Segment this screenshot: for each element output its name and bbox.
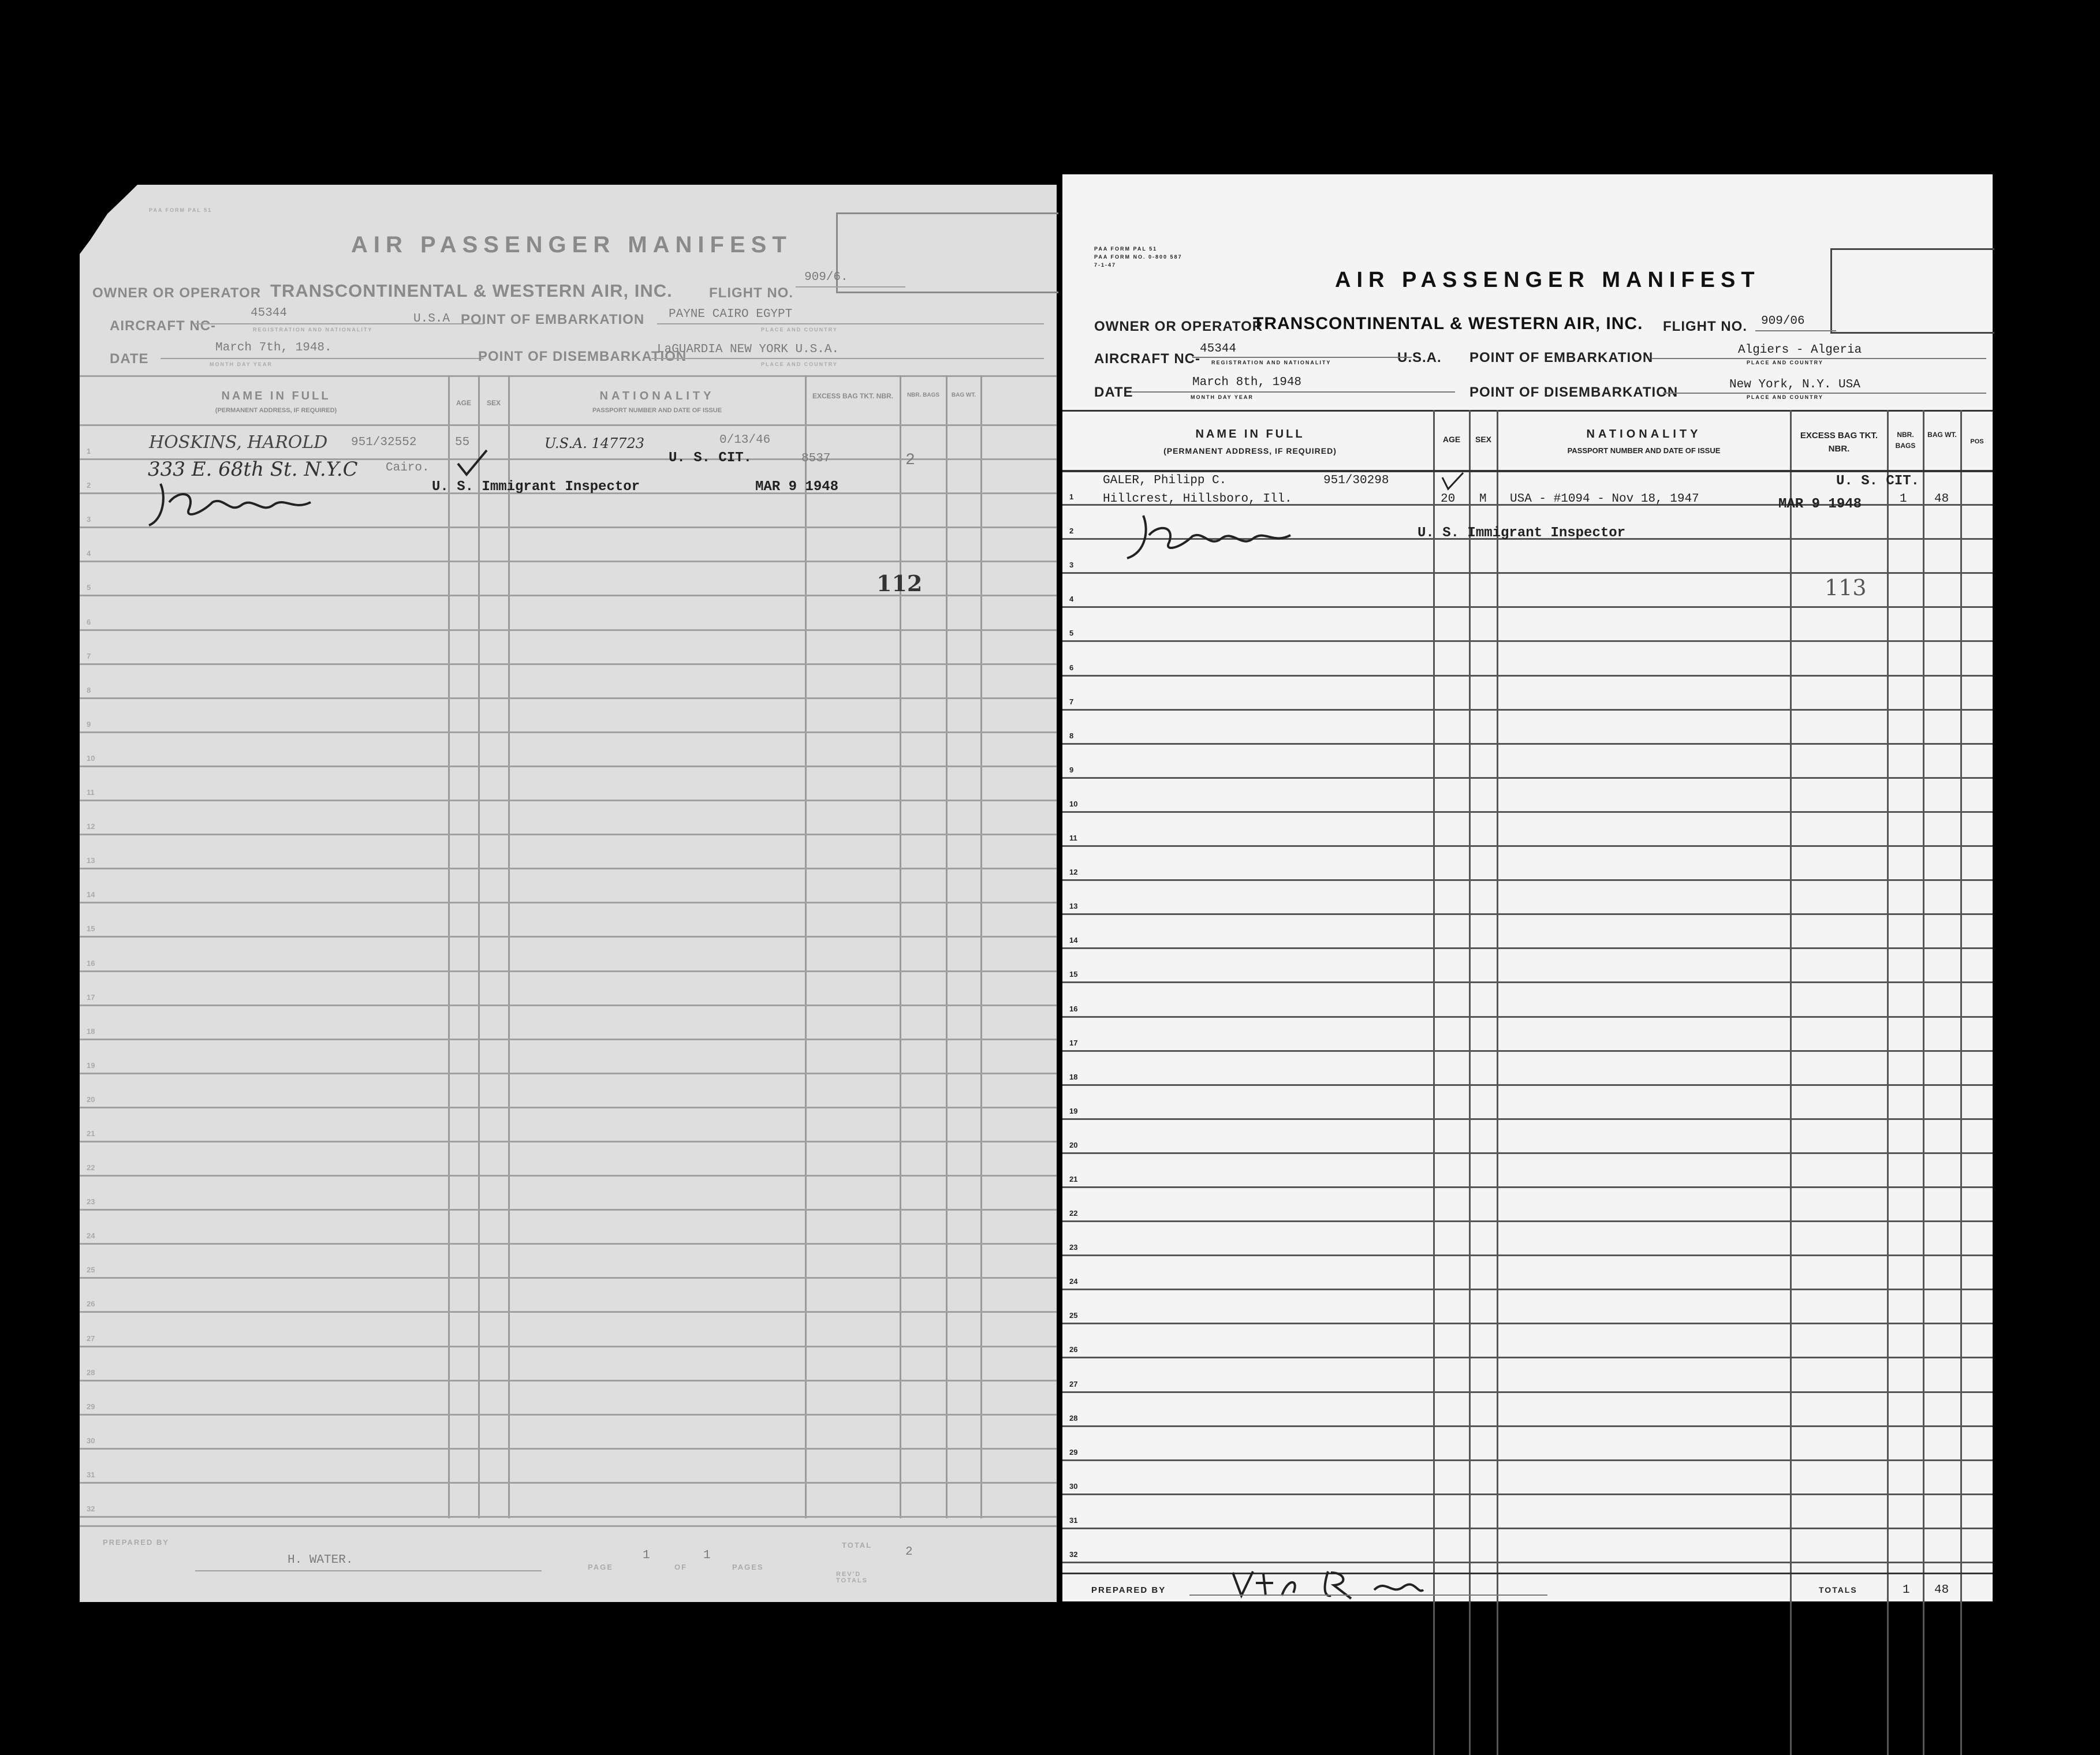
row-number: 30 <box>1069 1481 1078 1491</box>
form-id: PAA FORM PAL 51 <box>1094 246 1158 252</box>
header-name: NAME IN FULL <box>1195 428 1305 440</box>
embarkation-caption: PLACE AND COUNTRY <box>1747 360 1823 365</box>
disembarkation-caption: PLACE AND COUNTRY <box>761 361 838 367</box>
passenger-excess: 8537 <box>801 452 831 465</box>
disembarkation-label: POINT OF DISEMBARKATION <box>478 349 687 364</box>
header-nationality: NATIONALITY <box>599 390 715 402</box>
row-number: 13 <box>87 856 95 865</box>
inspector-stamp: U. S. Immigrant Inspector <box>432 479 640 495</box>
row-number: 11 <box>1069 834 1077 843</box>
stamp-date: MAR 9 1948 <box>755 479 839 495</box>
row-number: 24 <box>87 1231 95 1241</box>
table-row <box>1062 1120 1993 1154</box>
table-row <box>80 665 1057 699</box>
page-number: 113 <box>1825 575 1867 600</box>
table-row <box>1062 1222 1993 1256</box>
table-row <box>80 972 1057 1006</box>
right-manifest-sheet <box>1062 174 1993 1601</box>
flight-box <box>1830 248 1994 334</box>
embarkation-label: POINT OF EMBARKATION <box>461 312 645 327</box>
table-row <box>80 1074 1057 1108</box>
table-row <box>1062 1461 1993 1495</box>
row-number: 8 <box>1069 731 1074 740</box>
flight-box <box>836 212 1058 293</box>
total-weight: 48 <box>1934 1584 1949 1597</box>
table-row <box>80 733 1057 767</box>
row-number: 15 <box>1069 970 1078 979</box>
operator-name: TRANSCONTINENTAL & WESTERN AIR, INC. <box>1253 314 1643 333</box>
table-row <box>1062 983 1993 1017</box>
row-number: 19 <box>1069 1106 1078 1115</box>
passenger-age: 20 <box>1441 492 1456 506</box>
row-number: 7 <box>1069 697 1074 706</box>
row-number: 16 <box>1069 1004 1078 1013</box>
disembarkation-caption: PLACE AND COUNTRY <box>1747 394 1823 400</box>
row-number: 11 <box>87 788 95 797</box>
total-label: TOTAL <box>842 1541 872 1549</box>
row-number: 14 <box>87 890 95 899</box>
table-row <box>1062 1358 1993 1392</box>
disembarkation-label: POINT OF DISEMBARKATION <box>1469 384 1678 400</box>
passenger-address: 333 E. 68th St. N.Y.C <box>148 458 358 481</box>
aircraft-label: AIRCRAFT NC- <box>110 318 216 334</box>
table-row <box>1062 1393 1993 1427</box>
row-number: 32 <box>1069 1550 1078 1559</box>
row-number: 17 <box>1069 1038 1078 1047</box>
flight-label: FLIGHT NO. <box>709 285 793 301</box>
table-row <box>80 1416 1057 1450</box>
of-label: OF <box>674 1563 688 1571</box>
table-row <box>1062 1086 1993 1120</box>
row-number: 12 <box>1069 868 1078 877</box>
aircraft-number: 45344 <box>251 307 288 320</box>
embarkation-value: Algiers - Algeria <box>1738 343 1862 357</box>
row-number: 32 <box>87 1504 95 1513</box>
total-value: 2 <box>905 1545 913 1559</box>
row-number: 27 <box>1069 1379 1078 1388</box>
passenger-passport: USA - #1094 - Nov 18, 1947 <box>1510 492 1699 506</box>
table-row <box>1062 642 1993 676</box>
row-number: 29 <box>87 1402 95 1411</box>
row-number: 4 <box>1069 595 1074 604</box>
row-number: 15 <box>87 924 95 933</box>
prepared-value: H. WATER. <box>288 1554 353 1567</box>
table-row <box>80 938 1057 972</box>
row-number: 5 <box>87 583 91 592</box>
flight-label: FLIGHT NO. <box>1663 319 1747 334</box>
header-age: AGE <box>1442 435 1461 444</box>
form-date: 7-1-47 <box>1094 262 1117 268</box>
table-row <box>1062 1324 1993 1358</box>
form-number: PAA FORM NO. 0-800 587 <box>1094 254 1183 260</box>
prepared-label: PREPARED BY <box>103 1538 169 1547</box>
embarkation-caption: PLACE AND COUNTRY <box>761 327 838 333</box>
row-number: 13 <box>1069 902 1078 911</box>
header-nbr-bags: NBR. BAGS <box>907 392 940 398</box>
row-number: 2 <box>87 481 91 490</box>
table-row <box>1062 1290 1993 1324</box>
aircraft-nationality: U.S.A <box>413 312 450 326</box>
pages-label: PAGES <box>732 1563 764 1571</box>
citizen-stamp: U. S. CIT. <box>1836 473 1920 489</box>
disembarkation-value: LaGUARDIA NEW YORK U.S.A. <box>657 343 840 356</box>
page-number: 112 <box>876 570 923 596</box>
row-number: 10 <box>87 753 95 763</box>
row-number: 27 <box>87 1334 95 1343</box>
header-pos: POS <box>1970 438 1984 445</box>
owner-label: OWNER OR OPERATOR <box>1094 319 1263 334</box>
row-number: 20 <box>1069 1140 1078 1149</box>
table-row <box>1062 779 1993 813</box>
table-row <box>1062 711 1993 745</box>
of-value: 1 <box>703 1549 711 1562</box>
table-row <box>1062 1529 1993 1563</box>
inspector-signature <box>143 479 316 531</box>
row-number: 12 <box>87 822 95 831</box>
table-row <box>1062 1018 1993 1052</box>
left-manifest-sheet <box>80 185 1057 1602</box>
owner-label: OWNER OR OPERATOR <box>92 285 262 301</box>
aircraft-nationality: U.S.A. <box>1397 350 1442 365</box>
revd-label: REV'D TOTALS <box>836 1571 868 1584</box>
table-row <box>80 1040 1057 1074</box>
table-row <box>80 1006 1057 1040</box>
flight-number: 909/06 <box>1761 315 1805 328</box>
header-nationality: NATIONALITY <box>1586 428 1702 440</box>
row-number: 22 <box>1069 1209 1078 1218</box>
row-number: 9 <box>1069 765 1074 774</box>
table-row <box>1062 949 1993 983</box>
passenger-address-typed: Cairo. <box>386 461 430 475</box>
table-row <box>1062 1427 1993 1461</box>
table-row <box>80 1211 1057 1245</box>
row-number: 23 <box>87 1197 95 1207</box>
table-row <box>1062 881 1993 915</box>
date-value: March 8th, 1948 <box>1192 376 1302 389</box>
row-number: 6 <box>87 617 91 626</box>
row-number: 28 <box>1069 1413 1078 1422</box>
row-number: 23 <box>1069 1243 1078 1252</box>
row-number: 22 <box>87 1163 95 1173</box>
table-row <box>80 631 1057 665</box>
table-row <box>1062 1495 1993 1529</box>
table-row <box>80 1279 1057 1313</box>
row-number: 9 <box>87 719 91 729</box>
row-number: 24 <box>1069 1277 1078 1286</box>
aircraft-number: 45344 <box>1200 342 1237 356</box>
header-name-sub: (PERMANENT ADDRESS, IF REQUIRED) <box>1163 446 1337 455</box>
flight-number: 909/6. <box>804 271 848 284</box>
row-number: 26 <box>1069 1345 1078 1354</box>
row-number: 25 <box>87 1265 95 1275</box>
row-number: 6 <box>1069 663 1074 672</box>
table-row <box>80 1142 1057 1177</box>
passenger-weight: 48 <box>1934 492 1949 506</box>
table-row <box>1062 745 1993 779</box>
row-number: 29 <box>1069 1447 1078 1457</box>
passenger-ticket: 951/32552 <box>351 436 417 449</box>
embarkation-label: POINT OF EMBARKATION <box>1469 350 1654 365</box>
registration-caption: REGISTRATION AND NATIONALITY <box>253 327 373 333</box>
header-nationality-sub: PASSPORT NUMBER AND DATE OF ISSUE <box>592 407 722 414</box>
table-row <box>80 801 1057 835</box>
row-number: 21 <box>1069 1174 1078 1183</box>
table-row <box>80 1347 1057 1381</box>
row-number: 28 <box>87 1368 95 1377</box>
row-number: 3 <box>1069 561 1074 570</box>
header-bag-wt: BAG WT. <box>1927 431 1957 439</box>
table-row <box>80 1381 1057 1416</box>
table-row <box>80 1313 1057 1347</box>
row-number: 14 <box>1069 936 1078 945</box>
passenger-age: 55 <box>455 436 470 449</box>
table-row <box>80 767 1057 801</box>
table-row <box>80 1108 1057 1142</box>
table-row <box>1062 1256 1993 1290</box>
row-number: 10 <box>1069 799 1078 808</box>
row-number: 26 <box>87 1300 95 1309</box>
aircraft-label: AIRCRAFT NC- <box>1094 351 1200 367</box>
row-number: 4 <box>87 549 91 558</box>
row-number: 31 <box>1069 1515 1078 1525</box>
passenger-name: GALER, Philipp C. <box>1103 474 1227 487</box>
date-label: DATE <box>1094 384 1133 400</box>
header-excess: EXCESS BAG TKT. NBR. <box>1800 431 1878 454</box>
inspector-stamp: U. S. Immigrant Inspector <box>1418 525 1626 541</box>
row-number: 1 <box>1069 492 1074 502</box>
passenger-address: Hillcrest, Hillsboro, Ill. <box>1103 492 1292 506</box>
form-id: PAA FORM PAL 51 <box>149 207 212 213</box>
row-number: 5 <box>1069 629 1074 638</box>
disembarkation-value: New York, N.Y. USA <box>1729 378 1860 391</box>
header-sex: SEX <box>1475 435 1491 444</box>
passenger-bags: 2 <box>905 451 915 469</box>
header-age: AGE <box>456 399 471 407</box>
table-row <box>80 1177 1057 1211</box>
table-row <box>1062 1154 1993 1188</box>
torn-corner <box>80 185 137 254</box>
operator-name: TRANSCONTINENTAL & WESTERN AIR, INC. <box>270 281 673 301</box>
row-number: 25 <box>1069 1311 1078 1320</box>
header-bag-wt: BAG WT. <box>951 392 976 398</box>
prepared-label: PREPARED BY <box>1091 1585 1166 1595</box>
row-number: 2 <box>1069 526 1074 536</box>
row-number: 17 <box>87 992 95 1002</box>
inspector-signature <box>1120 512 1293 564</box>
checkmark-icon <box>1438 472 1467 492</box>
passenger-bags: 1 <box>1900 492 1907 506</box>
row-number: 18 <box>1069 1072 1078 1081</box>
manifest-title: AIR PASSENGER MANIFEST <box>351 232 792 257</box>
row-number: 3 <box>87 515 91 524</box>
table-row <box>80 835 1057 869</box>
row-number: 20 <box>87 1095 95 1104</box>
table-row <box>80 596 1057 630</box>
header-nbr-bags: NBR. BAGS <box>1895 431 1916 450</box>
page-label: PAGE <box>588 1563 613 1571</box>
table-row <box>80 869 1057 903</box>
header-excess: EXCESS BAG TKT. NBR. <box>812 392 893 400</box>
header-name-sub: (PERMANENT ADDRESS, IF REQUIRED) <box>215 407 337 414</box>
totals-label: TOTALS <box>1819 1585 1857 1595</box>
table-row <box>1062 847 1993 881</box>
date-caption: MONTH DAY YEAR <box>210 361 273 367</box>
row-number: 31 <box>87 1470 95 1479</box>
table-row <box>1062 915 1993 949</box>
header-sex: SEX <box>486 399 501 407</box>
header-nationality-sub: PASSPORT NUMBER AND DATE OF ISSUE <box>1567 446 1721 455</box>
table-row <box>80 1245 1057 1279</box>
table-row <box>1062 1052 1993 1086</box>
table-row <box>1062 677 1993 711</box>
row-number: 7 <box>87 651 91 660</box>
table-row <box>1062 608 1993 642</box>
header-name: NAME IN FULL <box>221 390 331 402</box>
row-number: 30 <box>87 1436 95 1445</box>
row-number: 18 <box>87 1026 95 1036</box>
page-value: 1 <box>643 1549 650 1562</box>
row-number: 16 <box>87 958 95 968</box>
passenger-sex: M <box>1479 492 1487 506</box>
table-row <box>1062 1188 1993 1222</box>
embarkation-value: PAYNE CAIRO EGYPT <box>669 308 793 321</box>
passenger-passport-date: 0/13/46 <box>719 434 771 447</box>
citizen-stamp: U. S. CIT. <box>669 450 752 466</box>
table-row <box>80 528 1057 562</box>
table-row <box>1062 813 1993 847</box>
passenger-ticket: 951/30298 <box>1323 474 1389 487</box>
table-row <box>80 1450 1057 1484</box>
stamp-date: MAR 9 1948 <box>1778 496 1862 512</box>
manifest-title: AIR PASSENGER MANIFEST <box>1335 268 1760 292</box>
total-bags: 1 <box>1903 1584 1910 1597</box>
date-value: March 7th, 1948. <box>215 341 332 354</box>
row-number: 21 <box>87 1129 95 1138</box>
passenger-rows <box>1062 472 1993 1563</box>
preparer-signature <box>1230 1567 1426 1601</box>
table-row <box>80 699 1057 733</box>
table-row <box>80 903 1057 938</box>
table-row <box>80 1484 1057 1518</box>
passenger-name: HOSKINS, HAROLD <box>149 432 328 453</box>
passenger-passport: U.S.A. 147723 <box>544 435 645 451</box>
row-number: 1 <box>87 447 91 456</box>
checkmark-icon <box>455 449 490 478</box>
registration-caption: REGISTRATION AND NATIONALITY <box>1211 360 1331 365</box>
row-number: 8 <box>87 685 91 694</box>
date-caption: MONTH DAY YEAR <box>1191 394 1254 400</box>
date-label: DATE <box>110 351 149 367</box>
row-number: 19 <box>87 1061 95 1070</box>
